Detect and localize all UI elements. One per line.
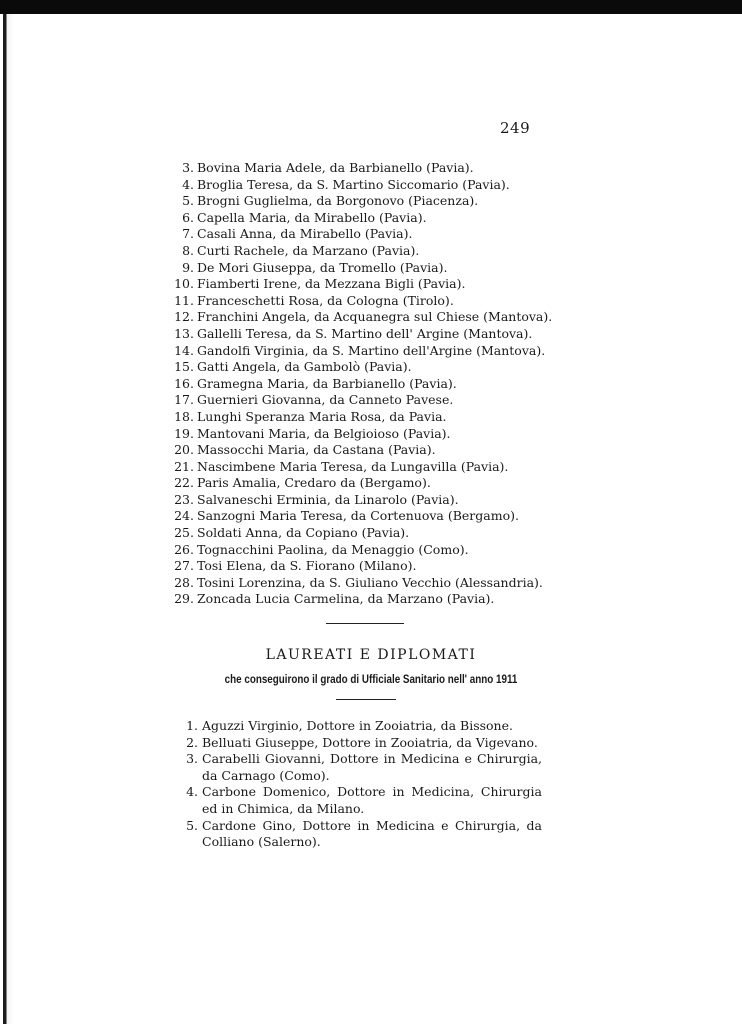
item-number: 5. (182, 193, 194, 209)
item-text: Mantovani Maria, da Belgioioso (Pavia). (197, 425, 451, 441)
list-item (168, 343, 552, 360)
list-item (168, 442, 552, 459)
item-number: 13. (174, 325, 194, 341)
graduates-list (182, 718, 542, 851)
item-text: Carabelli Giovanni, Dottore in Medicina e Chirurgia, da Carnago (Como). (202, 751, 542, 783)
list-item (168, 193, 552, 210)
item-number: 14. (174, 342, 194, 358)
item-number: 28. (174, 574, 194, 590)
subheading-divider (336, 699, 396, 700)
list-item (168, 409, 552, 426)
item-number: 18. (174, 408, 194, 424)
item-number: 6. (182, 209, 194, 225)
list-item (168, 177, 552, 194)
item-text: Bovina Maria Adele, da Barbianello (Pavia). (197, 160, 474, 175)
item-text: Tosini Lorenzina, da S. Giuliano Vecchio (Alessandria). (197, 574, 543, 590)
item-number: 8. (182, 242, 194, 258)
list-item (168, 525, 552, 542)
list-item (168, 276, 552, 293)
list-item (168, 243, 552, 260)
item-text: Franchini Angela, da Acquanegra sul Chiese (Mantova). (197, 309, 553, 325)
item-text: Fiamberti Irene, da Mezzana Bigli (Pavia). (197, 276, 466, 292)
list-item (168, 575, 552, 592)
item-number: 10. (174, 276, 194, 292)
scan-top-border (0, 0, 742, 14)
item-text: Curti Rachele, da Marzano (Pavia). (197, 242, 420, 258)
item-number: 21. (174, 458, 194, 474)
list-item (182, 735, 542, 752)
item-text: Casali Anna, da Mirabello (Pavia). (197, 226, 413, 242)
list-item (168, 359, 552, 376)
list-item (168, 293, 552, 310)
item-text: Gramegna Maria, da Barbianello (Pavia). (197, 375, 457, 391)
item-text: Franceschetti Rosa, da Cologna (Tirolo). (197, 292, 454, 308)
item-text: Tognacchini Paolina, da Menaggio (Como). (197, 541, 469, 557)
section-heading: LAUREATI E DIPLOMATI (265, 647, 477, 663)
list-item (182, 718, 542, 735)
item-text: Capella Maria, da Mirabello (Pavia). (197, 209, 427, 225)
item-text: Lunghi Speranza Maria Rosa, da Pavia. (197, 408, 447, 424)
item-number: 26. (174, 541, 194, 557)
list-item (168, 376, 552, 393)
item-text: Carbone Domenico, Dottore in Medicina, Chirurgia ed in Chimica, da Milano. (202, 784, 542, 816)
item-text: Salvaneschi Erminia, da Linarolo (Pavia). (197, 491, 459, 507)
item-number: 9. (182, 259, 194, 275)
item-text: Belluati Giuseppe, Dottore in Zooiatria, da Vigevano. (202, 734, 538, 750)
list-item (182, 818, 542, 851)
item-number: 20. (174, 442, 194, 458)
item-text: Soldati Anna, da Copiano (Pavia). (197, 525, 410, 541)
item-text: Sanzogni Maria Teresa, da Cortenuova (Bergamo). (197, 508, 519, 524)
item-text: Gallelli Teresa, da S. Martino dell' Argine (Mantova). (197, 325, 533, 341)
list-item (168, 226, 552, 243)
item-number: 23. (174, 491, 194, 507)
list-item (168, 508, 552, 525)
item-text: Zoncada Lucia Carmelina, da Marzano (Pavia). (197, 591, 495, 607)
item-number: 22. (174, 475, 194, 491)
item-number: 11. (174, 292, 194, 308)
item-text: Gatti Angela, da Gambolò (Pavia). (197, 359, 412, 375)
list-item (168, 210, 552, 227)
list-item (168, 591, 552, 608)
list-item (168, 542, 552, 559)
list-item (168, 426, 552, 443)
item-number: 2. (186, 734, 198, 750)
item-number: 19. (174, 425, 194, 441)
list-item (168, 492, 552, 509)
item-text: Brogni Guglielma, da Borgonovo (Piacenza). (197, 193, 479, 209)
list-item (168, 309, 552, 326)
item-text: Massocchi Maria, da Castana (Pavia). (197, 442, 436, 458)
item-number: 24. (174, 508, 194, 524)
item-number: 17. (174, 392, 194, 408)
item-number: 3. (182, 160, 194, 175)
item-text: Broglia Teresa, da S. Martino Siccomario (Pavia). (197, 176, 510, 192)
list-item (168, 326, 552, 343)
scan-left-edge (0, 14, 14, 1024)
item-number: 12. (174, 309, 194, 325)
item-text: Cardone Gino, Dottore in Medicina e Chirurgia, da Colliano (Salerno). (202, 817, 542, 850)
item-number: 29. (174, 591, 194, 607)
item-number: 27. (174, 558, 194, 574)
item-number: 7. (182, 226, 194, 242)
item-text: Tosi Elena, da S. Fiorano (Milano). (197, 558, 417, 574)
item-number: 4. (182, 176, 194, 192)
list-item (168, 475, 552, 492)
item-text: Guernieri Giovanna, da Canneto Pavese. (197, 392, 454, 408)
list-item (182, 784, 542, 817)
list-item (168, 558, 552, 575)
item-text: Aguzzi Virginio, Dottore in Zooiatria, da Bissone. (202, 718, 513, 733)
item-number: 4. (186, 784, 198, 800)
section-divider (326, 623, 404, 624)
page-number: 249 (500, 119, 531, 137)
names-list (168, 160, 552, 608)
item-text: Nascimbene Maria Teresa, da Lungavilla (Pavia). (197, 458, 509, 474)
list-item (168, 260, 552, 277)
item-text: Gandolfi Virginia, da S. Martino dell'Argine (Mantova). (197, 342, 546, 358)
item-number: 15. (174, 359, 194, 375)
section-subheading: che conseguirono il grado di Ufficiale Sanitario nell' anno 1911 (224, 672, 518, 686)
item-number: 16. (174, 375, 194, 391)
item-number: 1. (186, 718, 198, 733)
item-text: De Mori Giuseppa, da Tromello (Pavia). (197, 259, 448, 275)
item-number: 5. (186, 817, 198, 833)
item-text: Paris Amalia, Credaro da (Bergamo). (197, 475, 431, 491)
list-item (168, 459, 552, 476)
item-number: 3. (186, 751, 198, 767)
list-item (168, 392, 552, 409)
list-item (182, 751, 542, 784)
list-item (168, 160, 552, 177)
item-number: 25. (174, 525, 194, 541)
